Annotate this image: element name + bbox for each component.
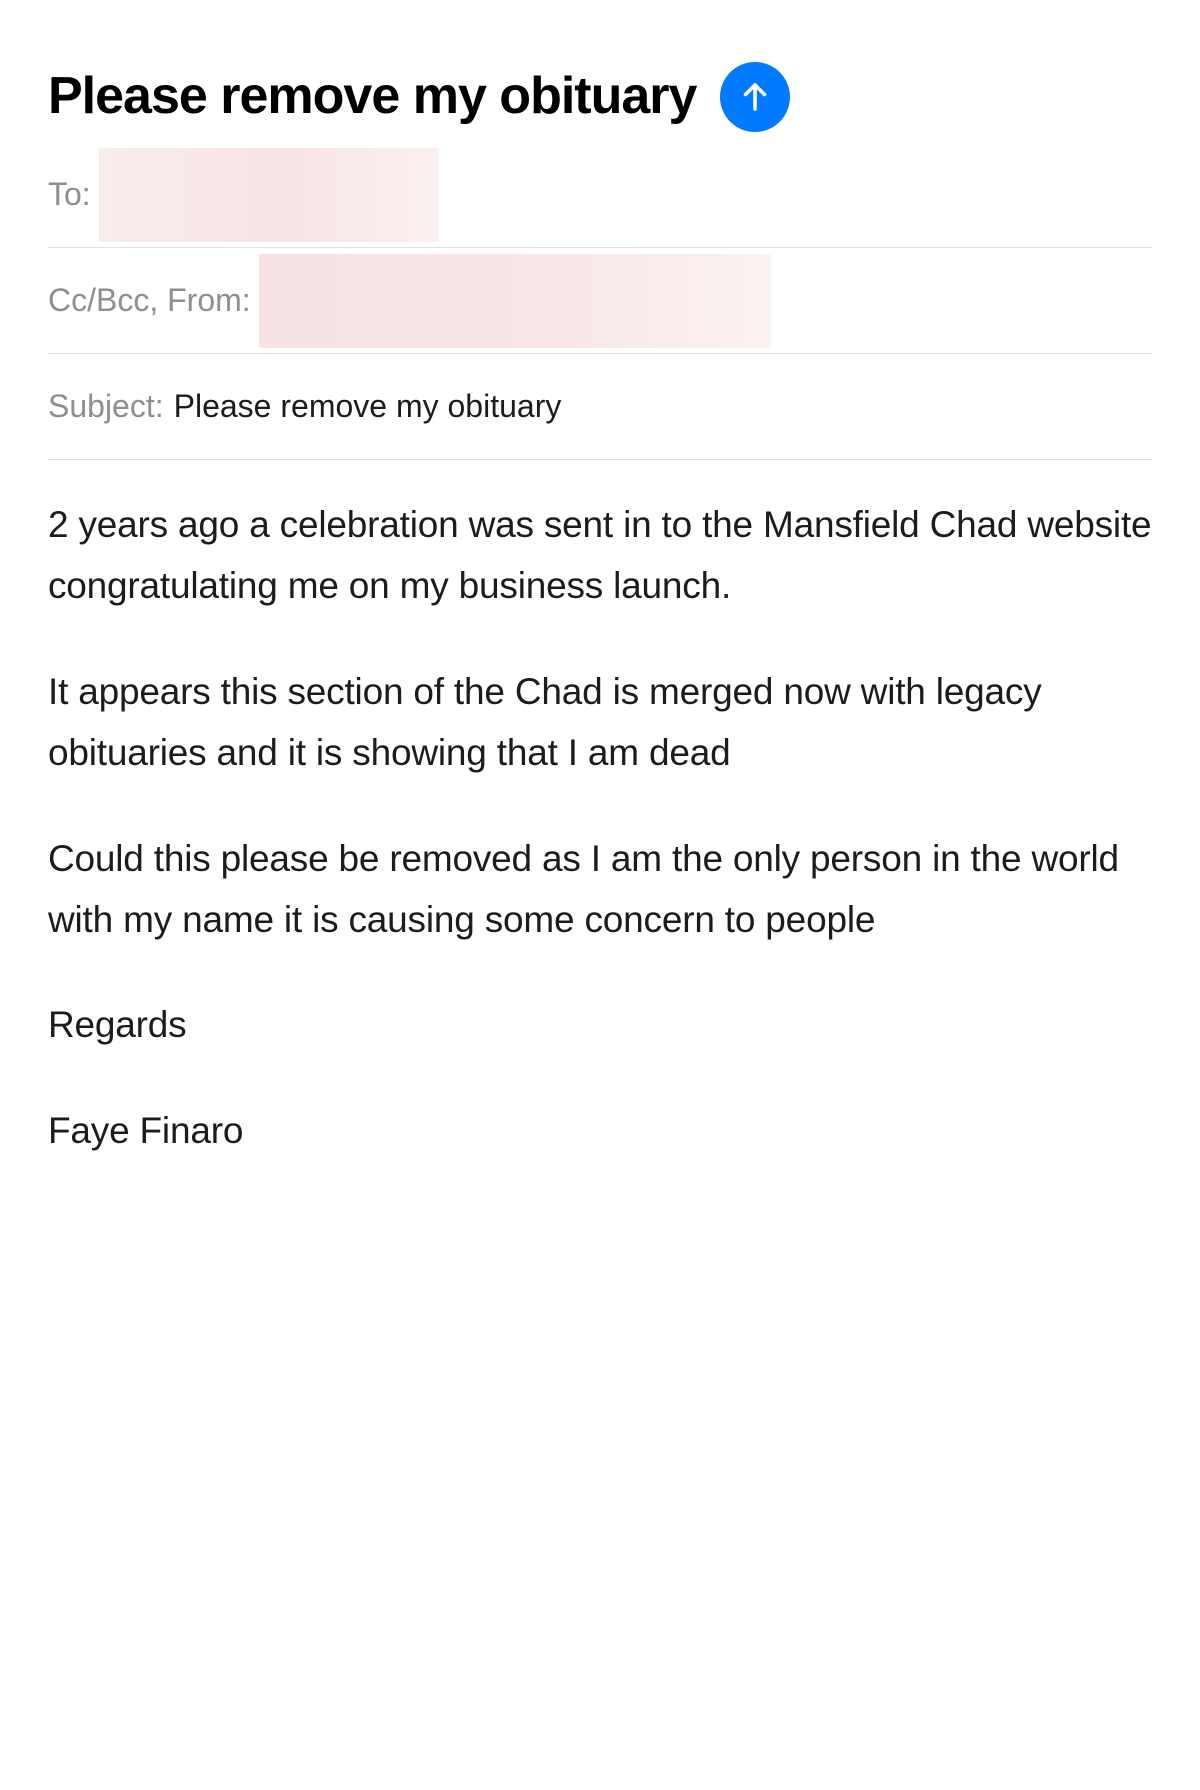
to-label: To: (48, 176, 91, 212)
body-paragraph: 2 years ago a celebration was sent in to the Mansfield Chad website congratulating me on my business launch. (48, 504, 1152, 607)
arrow-up-icon (735, 77, 775, 117)
body-paragraph: Could this please be removed as I am the only person in the world with my name it is causing some concern to people (48, 837, 1119, 941)
subject-input[interactable]: Please remove my obituary (173, 388, 562, 424)
send-button[interactable] (720, 62, 790, 132)
compose-header (48, 0, 1152, 142)
ccbcc-from-label: Cc/Bcc, From: (48, 282, 251, 318)
page-title: Please remove my obituary (48, 67, 697, 126)
to-field-row[interactable] (48, 142, 1152, 248)
body-signature: Faye Finaro (48, 1109, 244, 1151)
subject-label: Subject: (48, 388, 164, 424)
body-paragraph: It appears this section of the Chad is merged now with legacy obituaries and it is showing that I am dead (48, 670, 1042, 774)
to-recipient-redacted (99, 148, 439, 242)
from-address-redacted (259, 254, 771, 348)
body-paragraph: Regards (48, 1004, 187, 1046)
ccbcc-from-field-row[interactable] (48, 248, 1152, 354)
subject-field-row[interactable] (48, 354, 1152, 460)
message-body[interactable] (48, 460, 1152, 1161)
